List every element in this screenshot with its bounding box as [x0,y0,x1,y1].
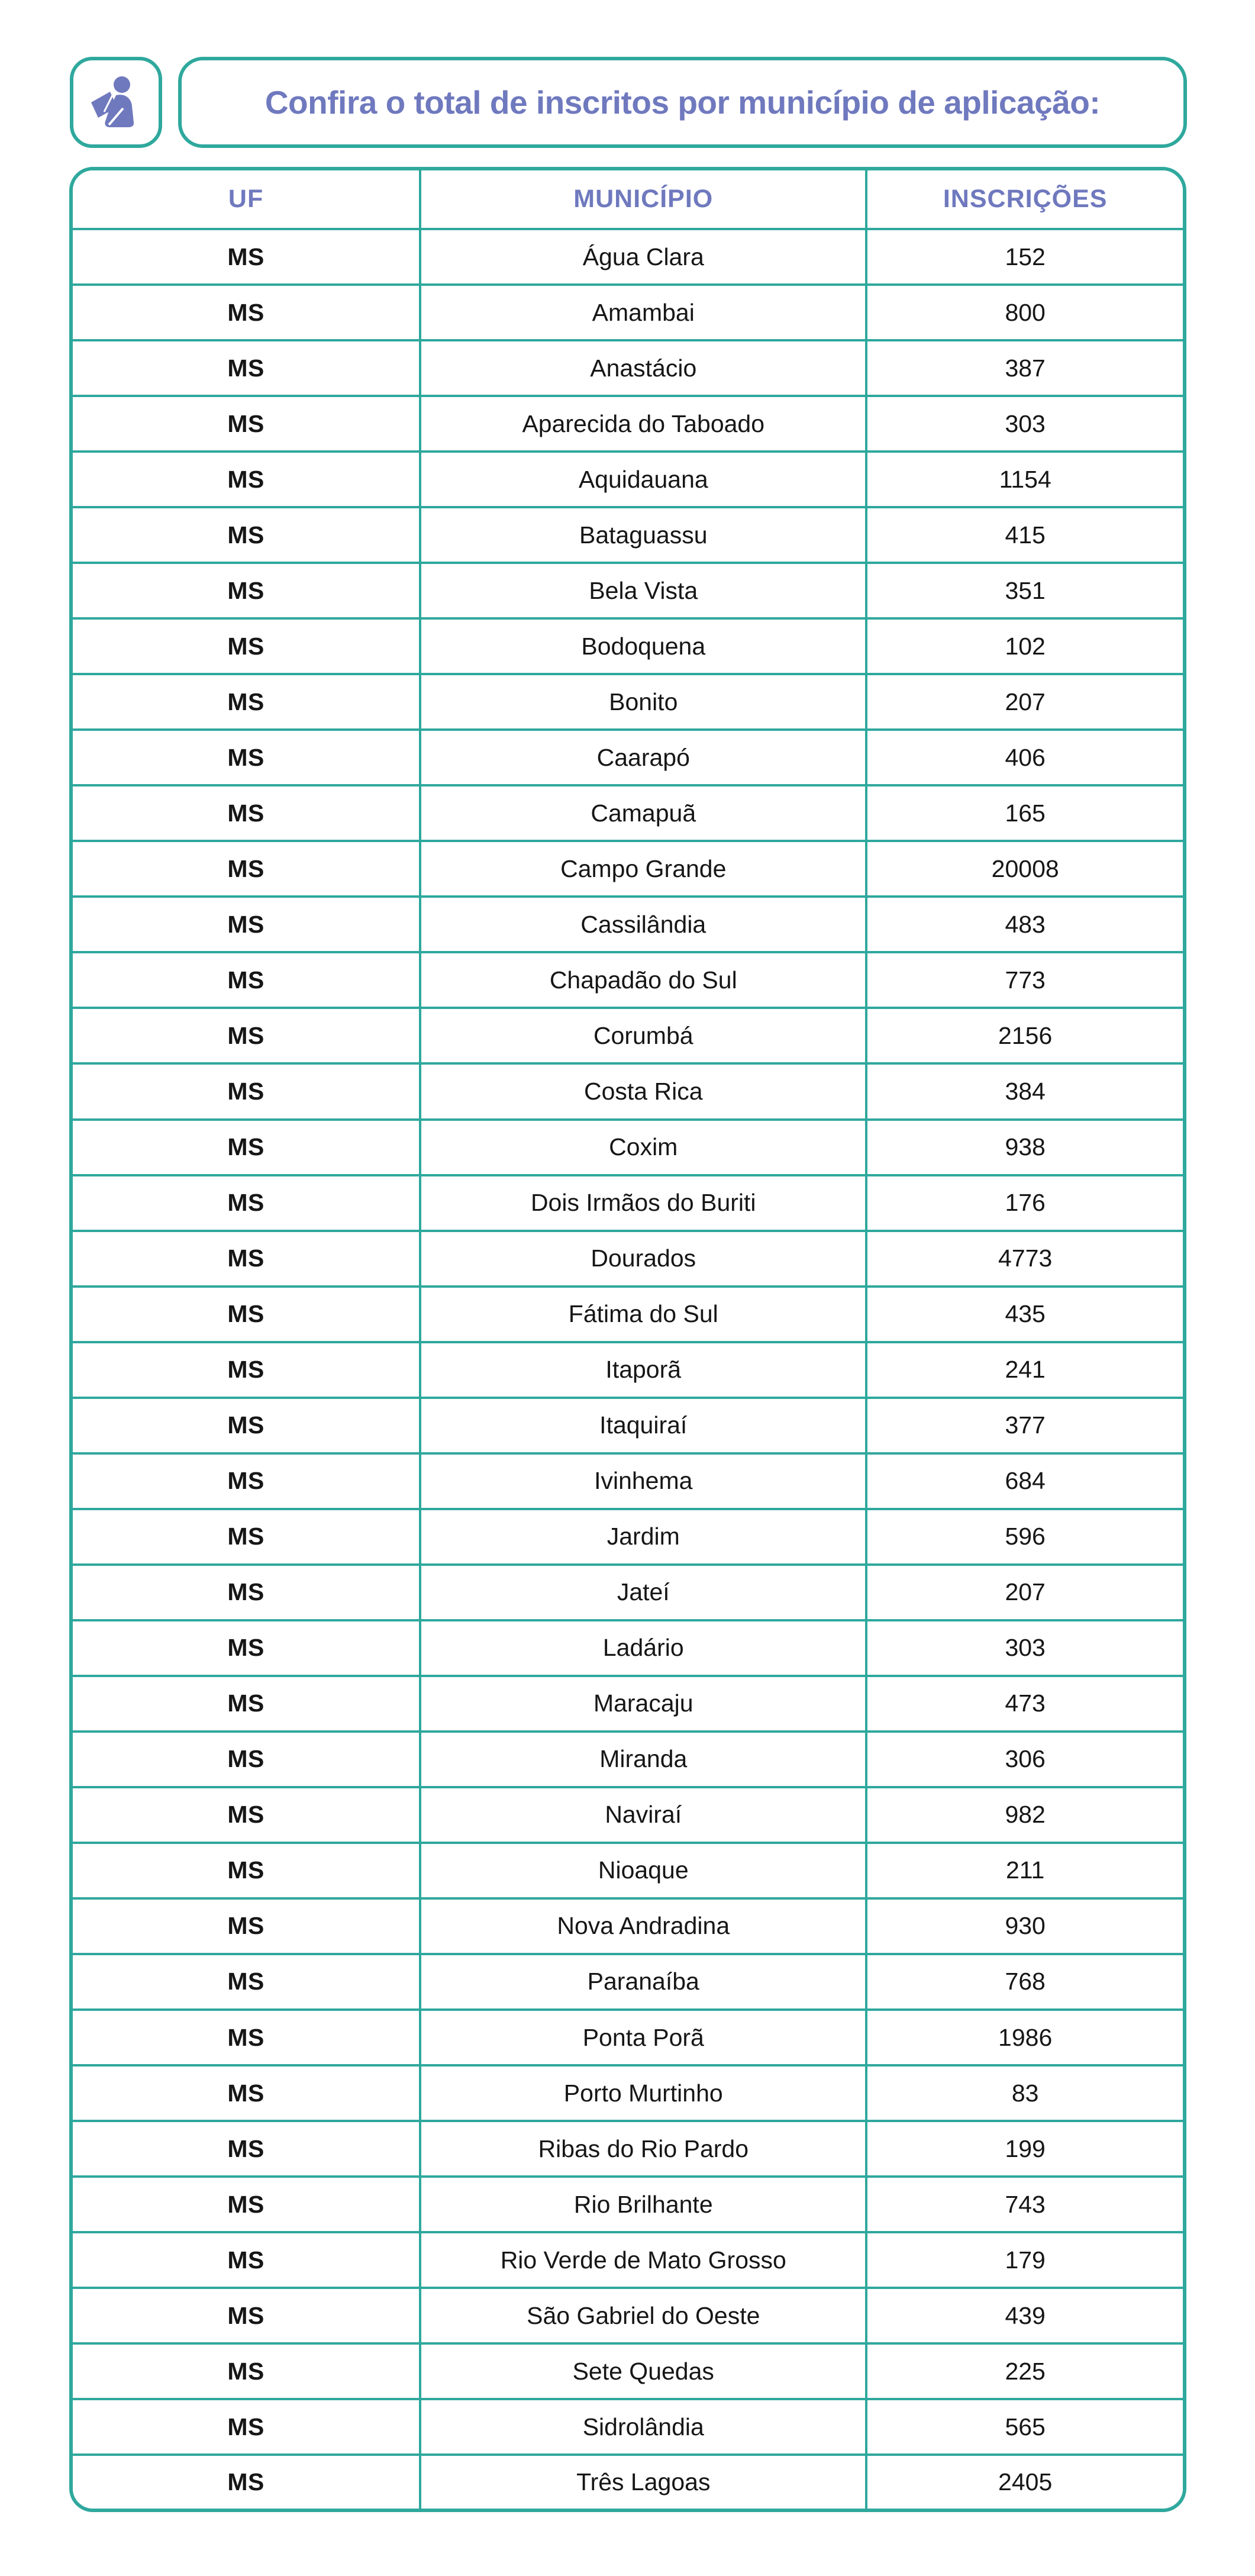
cell-municipio: Fátima do Sul [420,1287,866,1342]
cell-inscricoes: 406 [866,730,1183,785]
inscriptions-table [73,170,1183,2509]
cell-municipio: Coxim [420,1120,866,1175]
cell-uf: MS [73,1008,420,1063]
cell-inscricoes: 684 [866,1453,1183,1509]
cell-inscricoes: 1154 [866,452,1183,507]
cell-municipio: São Gabriel do Oeste [420,2288,866,2343]
cell-uf: MS [73,2343,420,2399]
cell-municipio: Porto Murtinho [420,2065,866,2121]
table-row [73,2121,1183,2177]
cell-uf: MS [73,730,420,785]
person-reading-icon [86,72,146,134]
cell-inscricoes: 4773 [866,1231,1183,1287]
cell-inscricoes: 743 [866,2177,1183,2232]
cell-uf: MS [73,1342,420,1398]
cell-municipio: Aparecida do Taboado [420,396,866,452]
cell-inscricoes: 565 [866,2399,1183,2455]
table-row [73,1843,1183,1898]
cell-inscricoes: 415 [866,507,1183,563]
cell-inscricoes: 241 [866,1342,1183,1398]
cell-inscricoes: 982 [866,1787,1183,1843]
table-row [73,2288,1183,2343]
cell-municipio: Três Lagoas [420,2455,866,2509]
cell-municipio: Miranda [420,1732,866,1787]
cell-uf: MS [73,897,420,952]
cell-municipio: Naviraí [420,1787,866,1843]
cell-inscricoes: 800 [866,285,1183,340]
cell-uf: MS [73,1732,420,1787]
cell-uf: MS [73,1120,420,1175]
table-row [73,1787,1183,1843]
title-banner [178,57,1187,148]
cell-uf: MS [73,618,420,674]
cell-inscricoes: 207 [866,1565,1183,1620]
cell-inscricoes: 930 [866,1898,1183,1954]
cell-inscricoes: 102 [866,618,1183,674]
table-row [73,2399,1183,2455]
cell-uf: MS [73,2288,420,2343]
cell-uf: MS [73,2121,420,2177]
cell-municipio: Ponta Porã [420,2010,866,2065]
cell-municipio: Itaquiraí [420,1398,866,1453]
cell-inscricoes: 225 [866,2343,1183,2399]
table-row [73,2455,1183,2509]
table-row [73,1120,1183,1175]
cell-inscricoes: 439 [866,2288,1183,2343]
table-row [73,1732,1183,1787]
cell-inscricoes: 303 [866,396,1183,452]
cell-municipio: Aquidauana [420,452,866,507]
cell-municipio: Água Clara [420,229,866,285]
cell-municipio: Costa Rica [420,1063,866,1119]
cell-inscricoes: 387 [866,340,1183,396]
inscriptions-table-container [69,167,1186,2512]
cell-uf: MS [73,2455,420,2509]
cell-municipio: Itaporã [420,1342,866,1398]
table-row [73,674,1183,730]
table-row [73,1287,1183,1342]
table-row [73,2065,1183,2121]
cell-municipio: Rio Brilhante [420,2177,866,2232]
cell-uf: MS [73,1620,420,1676]
table-row [73,841,1183,897]
cell-uf: MS [73,952,420,1008]
cell-municipio: Corumbá [420,1008,866,1063]
cell-municipio: Cassilândia [420,897,866,952]
cell-uf: MS [73,2065,420,2121]
cell-municipio: Anastácio [420,340,866,396]
cell-uf: MS [73,563,420,618]
cell-municipio: Chapadão do Sul [420,952,866,1008]
cell-municipio: Ladário [420,1620,866,1676]
cell-uf: MS [73,1898,420,1954]
cell-municipio: Ivinhema [420,1453,866,1509]
cell-municipio: Sete Quedas [420,2343,866,2399]
cell-uf: MS [73,1453,420,1509]
table-row [73,1620,1183,1676]
table-row [73,1231,1183,1287]
cell-uf: MS [73,1063,420,1119]
cell-inscricoes: 768 [866,1954,1183,2010]
cell-uf: MS [73,1509,420,1565]
cell-inscricoes: 435 [866,1287,1183,1342]
cell-uf: MS [73,1843,420,1898]
cell-inscricoes: 20008 [866,841,1183,897]
table-row [73,1398,1183,1453]
cell-uf: MS [73,1231,420,1287]
cell-municipio: Bonito [420,674,866,730]
cell-municipio: Bataguassu [420,507,866,563]
cell-uf: MS [73,674,420,730]
cell-municipio: Campo Grande [420,841,866,897]
cell-municipio: Maracaju [420,1676,866,1732]
cell-municipio: Nioaque [420,1843,866,1898]
table-row [73,1008,1183,1063]
table-row [73,2010,1183,2065]
cell-inscricoes: 473 [866,1676,1183,1732]
table-row [73,730,1183,785]
cell-inscricoes: 211 [866,1843,1183,1898]
table-row [73,452,1183,507]
cell-inscricoes: 938 [866,1120,1183,1175]
cell-municipio: Bela Vista [420,563,866,618]
table-row [73,1063,1183,1119]
cell-municipio: Bodoquena [420,618,866,674]
cell-municipio: Amambai [420,285,866,340]
table-row [73,1453,1183,1509]
table-row [73,229,1183,285]
table-row [73,1175,1183,1231]
cell-inscricoes: 384 [866,1063,1183,1119]
table-row [73,1509,1183,1565]
cell-uf: MS [73,841,420,897]
table-row [73,952,1183,1008]
table-row [73,785,1183,841]
cell-uf: MS [73,2232,420,2288]
cell-municipio: Paranaíba [420,1954,866,2010]
cell-municipio: Ribas do Rio Pardo [420,2121,866,2177]
cell-uf: MS [73,285,420,340]
table-row [73,2177,1183,2232]
cell-municipio: Dourados [420,1231,866,1287]
cell-inscricoes: 351 [866,563,1183,618]
cell-inscricoes: 165 [866,785,1183,841]
table-body [73,229,1183,2509]
cell-uf: MS [73,1287,420,1342]
cell-inscricoes: 773 [866,952,1183,1008]
cell-inscricoes: 2156 [866,1008,1183,1063]
table-row [73,1676,1183,1732]
cell-uf: MS [73,1565,420,1620]
cell-municipio: Nova Andradina [420,1898,866,1954]
cell-inscricoes: 2405 [866,2455,1183,2509]
cell-inscricoes: 483 [866,897,1183,952]
table-row [73,897,1183,952]
cell-uf: MS [73,1398,420,1453]
cell-inscricoes: 306 [866,1732,1183,1787]
table-row [73,1565,1183,1620]
table-row [73,1954,1183,2010]
cell-inscricoes: 199 [866,2121,1183,2177]
cell-municipio: Dois Irmãos do Buriti [420,1175,866,1231]
cell-uf: MS [73,2010,420,2065]
column-header-uf: UF [73,170,420,229]
cell-uf: MS [73,452,420,507]
cell-uf: MS [73,785,420,841]
cell-uf: MS [73,507,420,563]
cell-inscricoes: 303 [866,1620,1183,1676]
table-row [73,2232,1183,2288]
cell-inscricoes: 596 [866,1509,1183,1565]
page-title: Confira o total de inscritos por município de aplicação: [264,84,1101,121]
table-row [73,396,1183,452]
cell-inscricoes: 179 [866,2232,1183,2288]
cell-municipio: Camapuã [420,785,866,841]
cell-uf: MS [73,1787,420,1843]
cell-inscricoes: 152 [866,229,1183,285]
cell-municipio: Rio Verde de Mato Grosso [420,2232,866,2288]
table-row [73,285,1183,340]
cell-inscricoes: 207 [866,674,1183,730]
cell-inscricoes: 83 [866,2065,1183,2121]
cell-uf: MS [73,2399,420,2455]
table-row [73,618,1183,674]
table-row [73,1342,1183,1398]
table-header [73,170,1183,229]
table-row [73,563,1183,618]
header-icon-badge [70,57,162,148]
cell-uf: MS [73,1175,420,1231]
cell-inscricoes: 176 [866,1175,1183,1231]
cell-municipio: Jardim [420,1509,866,1565]
cell-uf: MS [73,2177,420,2232]
cell-inscricoes: 1986 [866,2010,1183,2065]
cell-uf: MS [73,1954,420,2010]
table-row [73,1898,1183,1954]
table-row [73,340,1183,396]
cell-municipio: Sidrolândia [420,2399,866,2455]
column-header-municipio: MUNICÍPIO [420,170,866,229]
cell-uf: MS [73,340,420,396]
column-header-inscricoes: INSCRIÇÕES [866,170,1183,229]
table-row [73,2343,1183,2399]
cell-uf: MS [73,396,420,452]
cell-municipio: Jateí [420,1565,866,1620]
cell-uf: MS [73,229,420,285]
cell-municipio: Caarapó [420,730,866,785]
cell-inscricoes: 377 [866,1398,1183,1453]
cell-uf: MS [73,1676,420,1732]
table-row [73,507,1183,563]
